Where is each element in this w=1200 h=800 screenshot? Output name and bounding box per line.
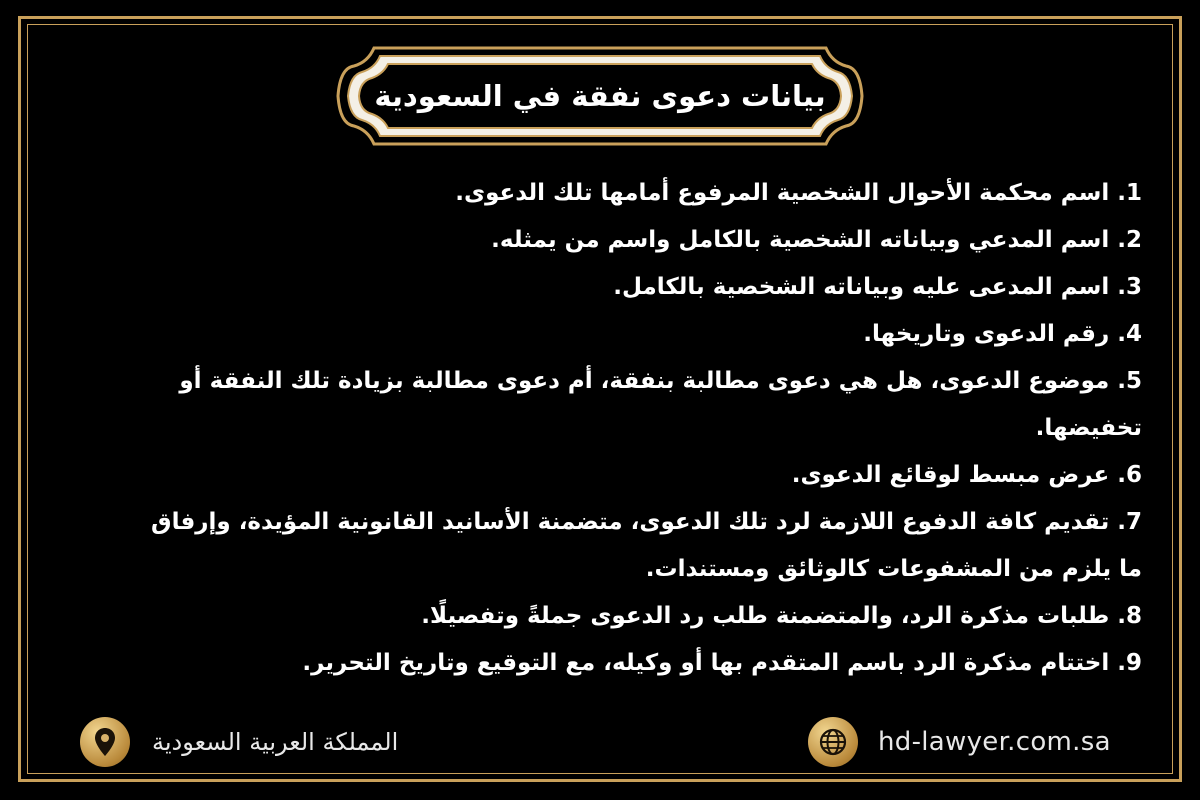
location-pin-icon: [80, 717, 130, 767]
location-text: المملكة العربية السعودية: [152, 728, 399, 756]
list-item: 8. طلبات مذكرة الرد، والمتضمنة طلب رد الدعوى جملةً وتفصيلًا.: [421, 603, 1142, 629]
footer-website: [808, 716, 1111, 768]
requirements-list: [128, 170, 1142, 687]
list-item: 1. اسم محكمة الأحوال الشخصية المرفوع أمامها تلك الدعوى.: [455, 180, 1142, 206]
list-item: 2. اسم المدعي وبياناته الشخصية بالكامل واسم من يمثله.: [491, 227, 1142, 253]
list-item: 7. تقديم كافة الدفوع اللازمة لرد تلك الدعوى، متضمنة الأسانيد القانونية المؤيدة، وإرفاق ما يلزم من المشفوعات كالوثائق ومستندات.: [151, 509, 1142, 582]
list-item: 6. عرض مبسط لوقائع الدعوى.: [791, 462, 1142, 488]
list-item: 3. اسم المدعى عليه وبياناته الشخصية بالكامل.: [613, 274, 1142, 300]
list-item: 4. رقم الدعوى وتاريخها.: [863, 321, 1142, 347]
footer-location: [80, 716, 398, 768]
page-title: بيانات دعوى نفقة في السعودية: [374, 79, 826, 113]
title-plate: [334, 44, 866, 148]
list-item: 5. موضوع الدعوى، هل هي دعوى مطالبة بنفقة، أم دعوى مطالبة بزيادة تلك النفقة أو تخفيضها.: [179, 368, 1142, 441]
globe-icon: [808, 717, 858, 767]
website-link[interactable]: hd-lawyer.com.sa: [878, 727, 1111, 757]
list-item: 9. اختتام مذكرة الرد باسم المتقدم بها أو وكيله، مع التوقيع وتاريخ التحرير.: [302, 650, 1142, 676]
